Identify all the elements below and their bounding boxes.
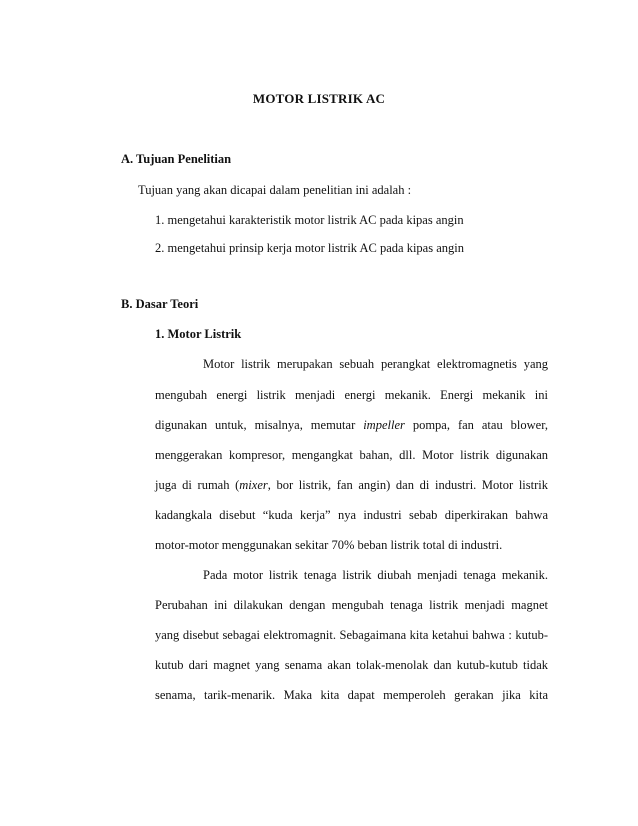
paragraph-1-line-3-part-1: digunakan untuk, misalnya, memutar: [155, 418, 364, 432]
paragraph-1-line-3-part-2: pompa, fan atau blower,: [404, 418, 548, 432]
section-a-heading: A. Tujuan Penelitian: [121, 152, 232, 166]
paragraph-1-line-3: [155, 418, 548, 433]
paragraph-1-line-5-part-1: juga di rumah (: [155, 478, 240, 492]
paragraph-1-line-1: Motor listrik merupakan sebuah perangkat elektromagnetis yang: [203, 357, 548, 371]
paragraph-2-line-4: kutub dari magnet yang senama akan tolak-menolak dan kutub-kutub tidak: [155, 658, 548, 672]
paragraph-1-line-5: [155, 478, 548, 493]
section-a-intro: Tujuan yang akan dicapai dalam penelitian ini adalah :: [138, 183, 412, 197]
paragraph-1-line-5-italic: mixer: [239, 478, 268, 492]
paragraph-1-line-5-part-2: , bor listrik, fan angin) dan di industri. Motor listrik: [267, 478, 548, 492]
paragraph-2-line-1: Pada motor listrik tenaga listrik diubah menjadi tenaga mekanik.: [203, 568, 548, 582]
paragraph-1-line-7: motor-motor menggunakan sekitar 70% beban listrik total di industri.: [155, 538, 503, 552]
paragraph-1-line-3-italic: impeller: [363, 418, 405, 432]
page-title: MOTOR LISTRIK AC: [252, 91, 386, 106]
paragraph-2-line-5: senama, tarik-menarik. Maka kita dapat memperoleh gerakan jika kita: [155, 688, 548, 702]
paragraph-1-line-6: kadangkala disebut “kuda kerja” nya industri sebab diperkirakan bahwa: [155, 508, 548, 522]
section-b-heading: B. Dasar Teori: [121, 297, 199, 311]
paragraph-1-line-2: mengubah energi listrik menjadi energi mekanik. Energi mekanik ini: [155, 388, 548, 402]
paragraph-2-line-2: Perubahan ini dilakukan dengan mengubah tenaga listrik menjadi magnet: [155, 598, 548, 612]
paragraph-2-line-3: yang disebut sebagai elektromagnit. Sebagaimana kita ketahui bahwa : kutub-: [155, 628, 548, 642]
section-a-item-1: 1. mengetahui karakteristik motor listrik AC pada kipas angin: [155, 213, 464, 227]
section-b-subheading: 1. Motor Listrik: [155, 327, 242, 341]
paragraph-1-line-4: menggerakan kompresor, mengangkat bahan, dll. Motor listrik digunakan: [155, 448, 548, 462]
section-a-item-2: 2. mengetahui prinsip kerja motor listrik AC pada kipas angin: [155, 241, 464, 255]
